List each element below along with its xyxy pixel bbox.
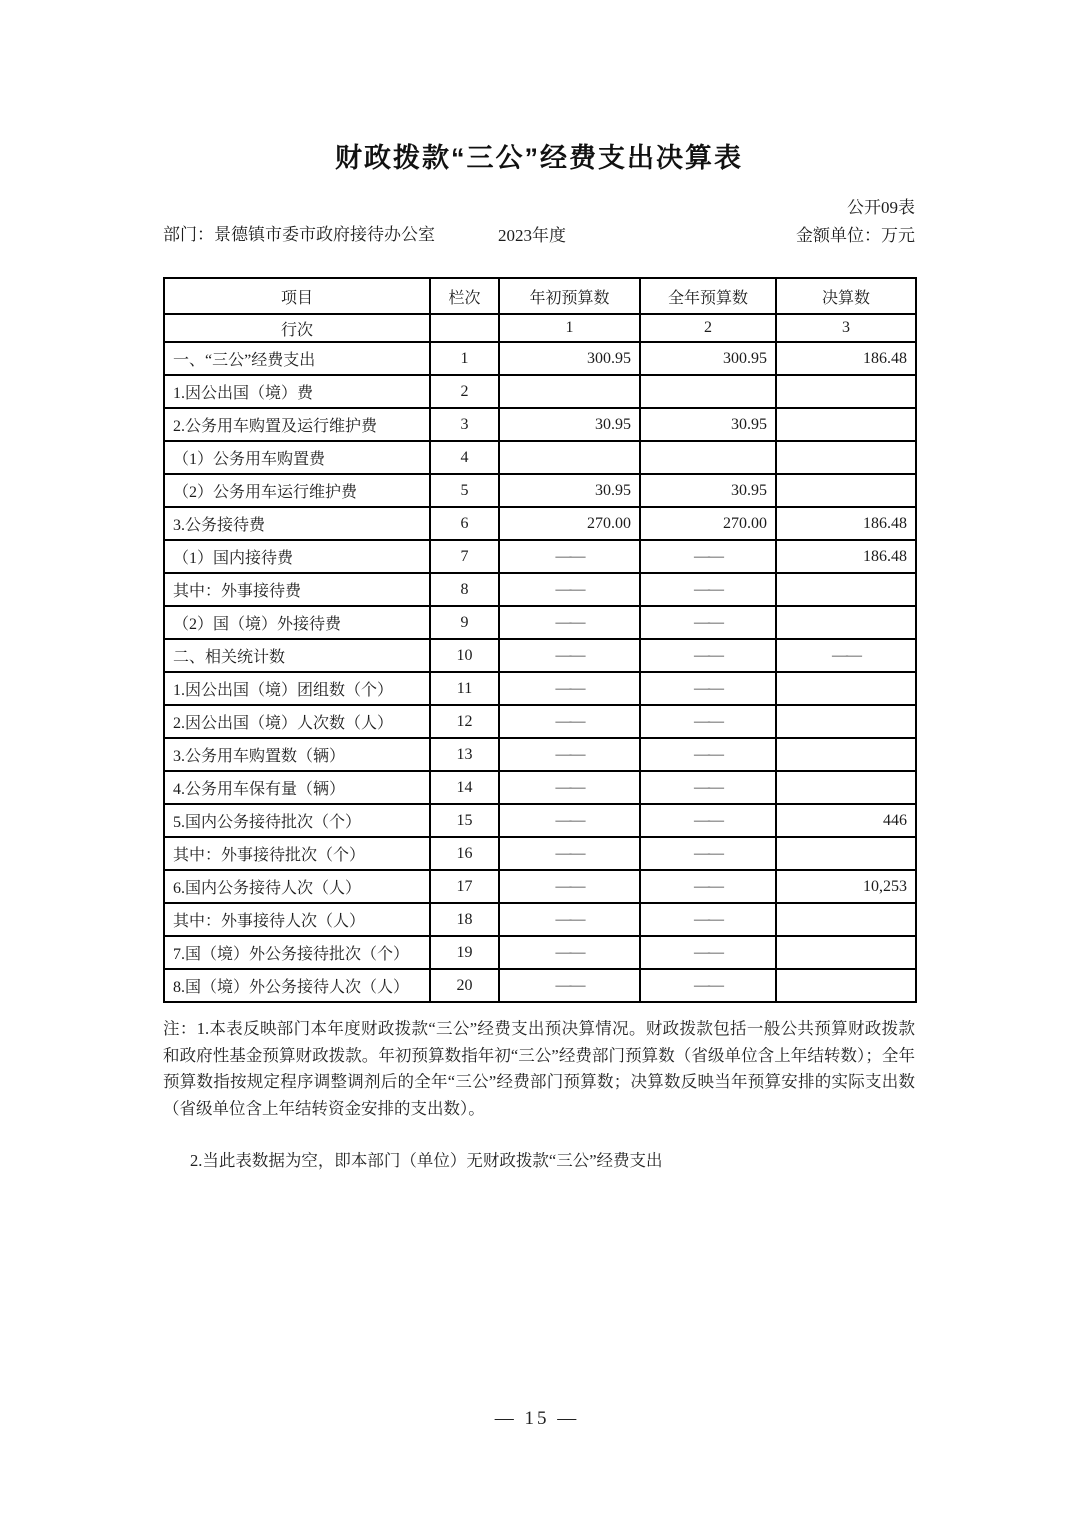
page-title: 财政拨款“三公”经费支出决算表 [335,143,743,173]
row-item-label: 一、“三公”经费支出 [164,342,430,375]
table-row [164,375,916,408]
row-item-label: （2）公务用车运行维护费 [164,474,430,507]
cell-annual-budget: —— [640,870,776,903]
cell-initial-budget: —— [499,804,640,837]
row-item-label: 3.公务接待费 [164,507,430,540]
cell-final-account [776,441,916,474]
row-line-number: 15 [430,804,499,837]
table-subheader-row [164,314,916,342]
row-line-number: 13 [430,738,499,771]
table-row [164,606,916,639]
cell-final-account [776,408,916,441]
cell-final-account [776,573,916,606]
cell-initial-budget: —— [499,672,640,705]
column-header-annual-budget: 全年预算数 [640,278,776,314]
cell-final-account [776,705,916,738]
cell-final-account [776,375,916,408]
cell-annual-budget: 270.00 [640,507,776,540]
cell-final-account [776,606,916,639]
row-item-label: 4.公务用车保有量（辆） [164,771,430,804]
row-item-label: 6.国内公务接待人次（人） [164,870,430,903]
row-line-number: 17 [430,870,499,903]
table-row [164,936,916,969]
document-content [163,0,915,1175]
row-item-label: （2）国（境）外接待费 [164,606,430,639]
row-line-number: 8 [430,573,499,606]
row-item-label: 2.公务用车购置及运行维护费 [164,408,430,441]
row-item-label: 其中：外事接待批次（个） [164,837,430,870]
row-line-number: 14 [430,771,499,804]
cell-final-account: 186.48 [776,342,916,375]
row-line-number: 18 [430,903,499,936]
cell-initial-budget [499,375,640,408]
table-row [164,672,916,705]
cell-final-account [776,474,916,507]
cell-annual-budget: —— [640,969,776,1002]
cell-annual-budget: —— [640,837,776,870]
row-line-number: 16 [430,837,499,870]
row-line-number: 20 [430,969,499,1002]
cell-initial-budget [499,441,640,474]
column-header-initial-budget: 年初预算数 [499,278,640,314]
cell-annual-budget: —— [640,771,776,804]
row-line-number: 1 [430,342,499,375]
cell-initial-budget: —— [499,606,640,639]
cell-final-account [776,771,916,804]
table-row [164,540,916,573]
table-code-label: 公开09表 [847,198,915,217]
page-number: — 15 — [494,1408,580,1429]
row-item-label: 其中：外事接待人次（人） [164,903,430,936]
cell-initial-budget: —— [499,705,640,738]
cell-final-account: 446 [776,804,916,837]
cell-annual-budget: —— [640,903,776,936]
table-row [164,903,916,936]
cell-annual-budget: —— [640,936,776,969]
row-line-number: 2 [430,375,499,408]
table-row [164,507,916,540]
cell-initial-budget: —— [499,771,640,804]
cell-initial-budget: 270.00 [499,507,640,540]
row-item-label: 1.因公出国（境）团组数（个） [164,672,430,705]
cell-annual-budget: —— [640,639,776,672]
note-2: 2.当此表数据为空，即本部门（单位）无财政拨款“三公”经费支出 [190,1150,663,1170]
row-line-number: 12 [430,705,499,738]
row-item-label: 其中：外事接待费 [164,573,430,606]
row-item-label: 5.国内公务接待批次（个） [164,804,430,837]
document-meta [163,221,915,271]
cell-annual-budget: —— [640,705,776,738]
cell-initial-budget: —— [499,903,640,936]
table-row [164,705,916,738]
table-row [164,474,916,507]
subheader-col-1: 1 [499,314,640,342]
cell-initial-budget: —— [499,936,640,969]
table-row [164,969,916,1002]
cell-final-account [776,672,916,705]
row-item-label: 1.因公出国（境）费 [164,375,430,408]
table-row [164,870,916,903]
cell-initial-budget: 30.95 [499,474,640,507]
cell-final-account: 186.48 [776,507,916,540]
cell-initial-budget: —— [499,870,640,903]
cell-annual-budget: —— [640,672,776,705]
cell-final-account: 10,253 [776,870,916,903]
cell-annual-budget: 30.95 [640,474,776,507]
subheader-col-3: 3 [776,314,916,342]
cell-initial-budget: 300.95 [499,342,640,375]
budget-table-body [164,342,916,1002]
table-row [164,408,916,441]
cell-annual-budget: —— [640,738,776,771]
budget-table [163,277,917,1003]
cell-initial-budget: —— [499,639,640,672]
column-header-item: 项目 [164,278,430,314]
cell-initial-budget: 30.95 [499,408,640,441]
row-line-number: 6 [430,507,499,540]
cell-initial-budget: —— [499,969,640,1002]
cell-annual-budget: —— [640,540,776,573]
row-line-number: 7 [430,540,499,573]
cell-annual-budget [640,441,776,474]
row-line-number: 5 [430,474,499,507]
table-row [164,837,916,870]
row-item-label: 8.国（境）外公务接待人次（人） [164,969,430,1002]
cell-final-account [776,837,916,870]
cell-initial-budget: —— [499,837,640,870]
row-line-number: 19 [430,936,499,969]
cell-final-account: —— [776,639,916,672]
row-line-number: 11 [430,672,499,705]
table-row [164,441,916,474]
notes-block [163,1016,915,1175]
note-1: 注：1.本表反映部门本年度财政拨款“三公”经费支出预决算情况。财政拨款包括一般公共预算财政拨款和政府性基金预算财政拨款。年初预算数指年初“三公”经费部门预算数（省级单位含上年结转数）；全年预算数指按规定程序调整调剂后的全年“三公”经费部门预算数；决算数反映当年预算安排的实际支出数（省级单位含上年结转资金安排的支出数）。 [163,1019,915,1119]
cell-annual-budget [640,375,776,408]
cell-final-account [776,969,916,1002]
cell-final-account [776,738,916,771]
row-line-number: 10 [430,639,499,672]
cell-annual-budget: —— [640,606,776,639]
column-header-final-account: 决算数 [776,278,916,314]
row-item-label: 2.因公出国（境）人次数（人） [164,705,430,738]
cell-final-account [776,936,916,969]
row-item-label: （1）公务用车购置费 [164,441,430,474]
cell-annual-budget: 30.95 [640,408,776,441]
row-item-label: 7.国（境）外公务接待批次（个） [164,936,430,969]
row-line-number: 4 [430,441,499,474]
table-row [164,573,916,606]
cell-initial-budget: —— [499,540,640,573]
cell-annual-budget: —— [640,804,776,837]
subheader-col-2: 2 [640,314,776,342]
row-line-number: 9 [430,606,499,639]
table-row [164,639,916,672]
row-item-label: 3.公务用车购置数（辆） [164,738,430,771]
subheader-row-label: 行次 [164,314,430,342]
table-header-row [164,278,916,314]
subheader-line-cell [430,314,499,342]
column-header-line: 栏次 [430,278,499,314]
fiscal-year-label: 2023年度 [498,226,566,245]
cell-final-account: 186.48 [776,540,916,573]
cell-annual-budget: 300.95 [640,342,776,375]
cell-initial-budget: —— [499,738,640,771]
cell-final-account [776,903,916,936]
table-row [164,342,916,375]
cell-initial-budget: —— [499,573,640,606]
amount-unit-label: 金额单位：万元 [796,226,915,245]
department-label: 部门：景德镇市委市政府接待办公室 [163,225,435,244]
table-row [164,738,916,771]
cell-annual-budget: —— [640,573,776,606]
row-line-number: 3 [430,408,499,441]
row-item-label: 二、相关统计数 [164,639,430,672]
table-row [164,771,916,804]
table-row [164,804,916,837]
row-item-label: （1）国内接待费 [164,540,430,573]
